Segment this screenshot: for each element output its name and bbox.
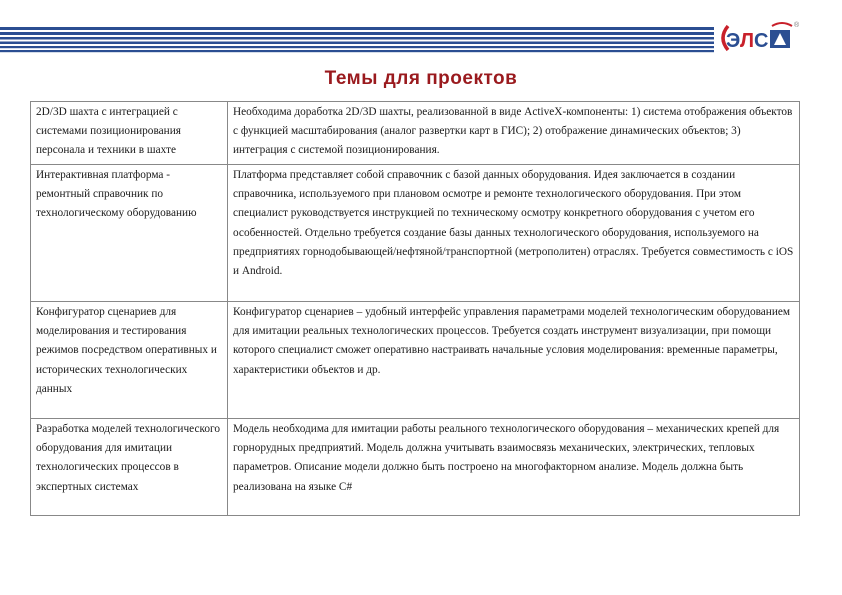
topics-table	[30, 101, 800, 516]
description-cell: Модель необходима для имитации работы реального технологического оборудования – механических крепей для горнорудных предприятий. Модель должна учитывать взаимосвязь механических, электрических, тепловых параметров. Описание модели должно быть построено на многофакторном анализе. Модель должна быть реализована на языке C#	[228, 419, 800, 516]
registered-mark: ®	[794, 22, 800, 29]
svg-text:Э: Э	[726, 30, 741, 52]
table-row	[31, 302, 800, 419]
page-title: Темы для проектов	[324, 68, 518, 89]
topic-cell: Конфигуратор сценариев для моделирования и тестирования режимов посредством оперативных и исторических технологических данных	[31, 302, 228, 419]
company-logo	[716, 16, 796, 60]
description-cell: Платформа представляет собой справочник с базой данных оборудования. Идея заключается в создании справочника, используемого при плановом осмотре и ремонте технологического оборудования. При этом специалист руководствуется инструкцией по техническому осмотру конкретного оборудования с учетом его особенностей. Отдельно требуется создание базы данных технологического оборудования, используемого на предприятиях горнодобывающей/нефтяной/транспортной (метрополитен) отраслях. Требуется совместимость с iOS и Android.	[228, 165, 800, 302]
table-row	[31, 165, 800, 302]
description-cell: Конфигуратор сценариев – удобный интерфейс управления параметрами моделей технологическим оборудованием для имитации реальных технологических процессов. Требуется создать инструмент визуализации, при помощи которого специалист сможет оперативно настраивать начальные условия моделирования: временные параметры, характеристики объектов и др.	[228, 302, 800, 419]
svg-text:С: С	[754, 30, 769, 52]
header-stripes	[0, 27, 714, 53]
table-row	[31, 102, 800, 165]
table-row	[31, 419, 800, 516]
topic-cell: Интерактивная платформа - ремонтный справочник по технологическому оборудованию	[31, 165, 228, 302]
topic-cell: 2D/3D шахта с интеграцией с системами позиционирования персонала и техники в шахте	[31, 102, 228, 165]
topic-cell: Разработка моделей технологического оборудования для имитации технологических процессов в экспертных системах	[31, 419, 228, 516]
description-cell: Необходима доработка 2D/3D шахты, реализованной в виде ActiveX-компоненты: 1) система отображения объектов с функцией масштабирования (аналог развертки карт в ГИС); 2) отображение динамических объектов; 3) интеграция с системой позиционирования.	[228, 102, 800, 165]
svg-text:Л: Л	[740, 30, 755, 52]
